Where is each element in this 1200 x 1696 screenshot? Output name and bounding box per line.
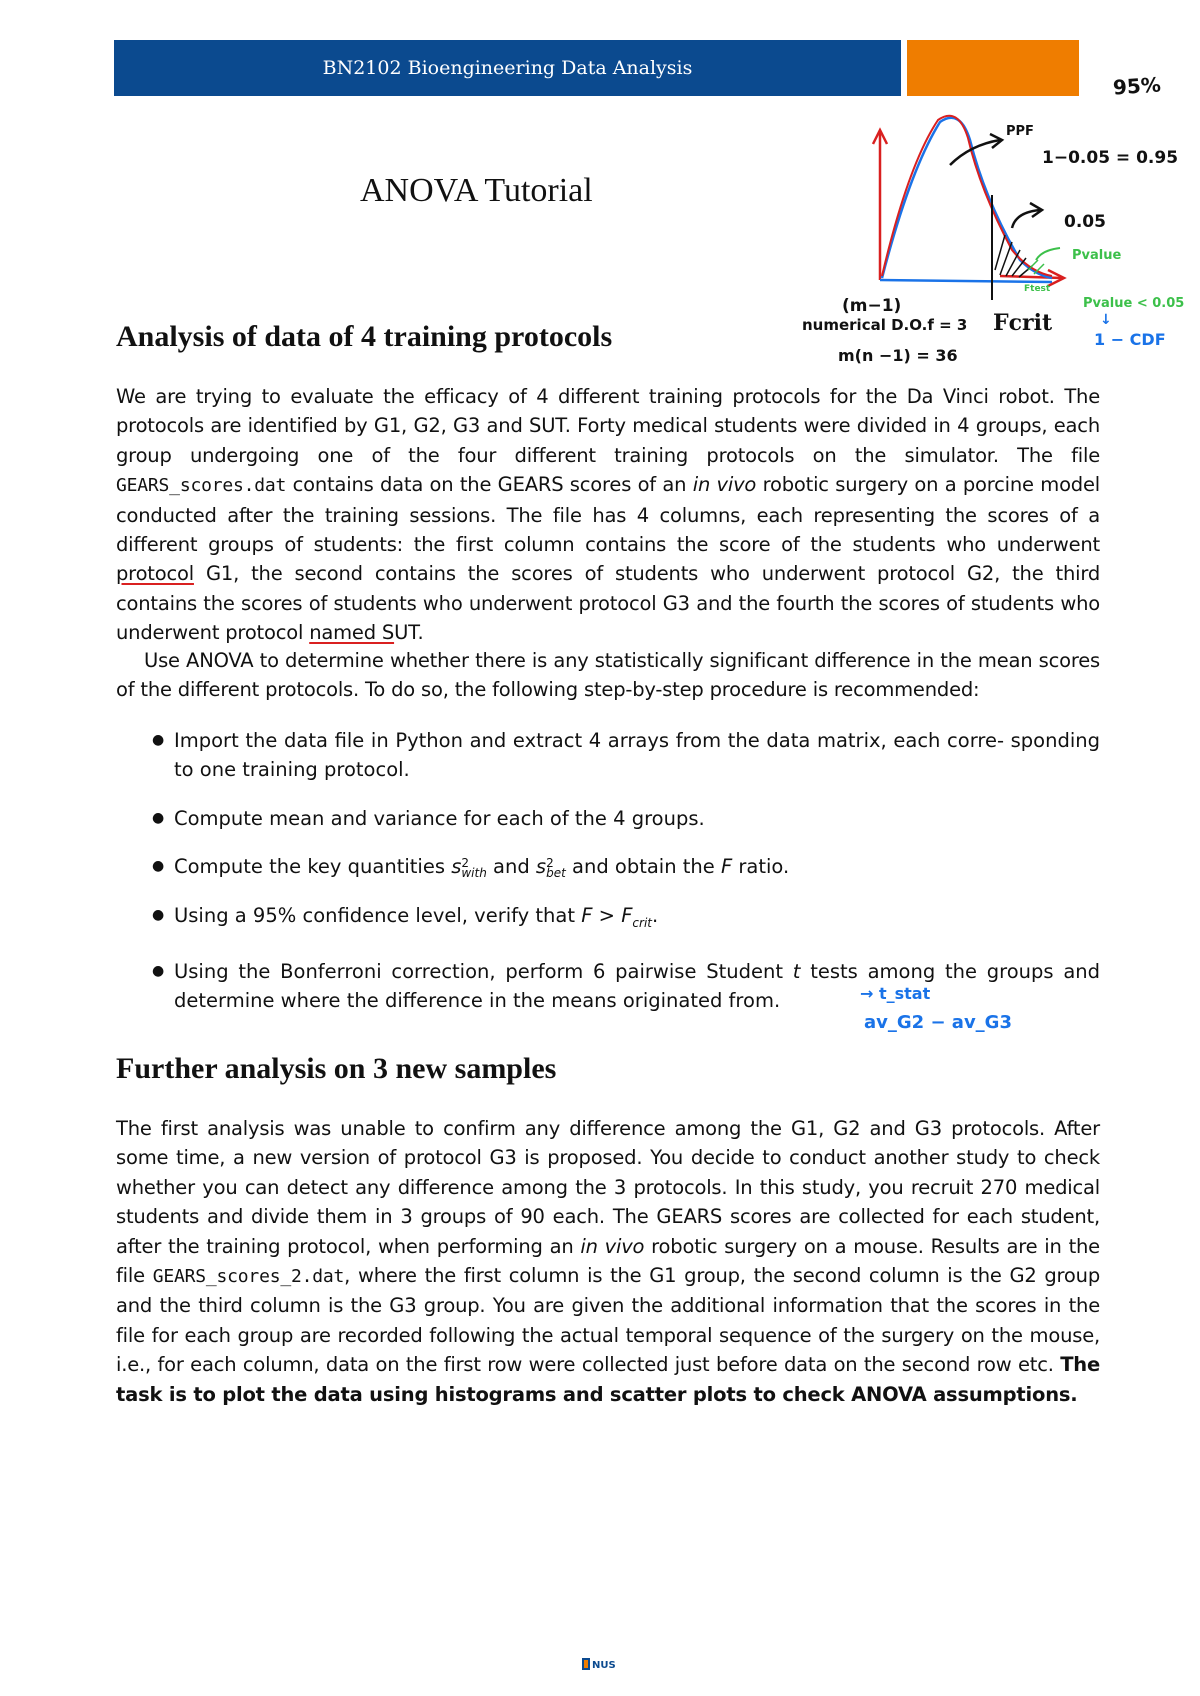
section1-paragraph-intro: We are trying to evaluate the efficacy of 4 different training protocols for the Da Vinci robot. The protocols are identified by G1, G2, G3 and SUT. Forty medical students were divided in 4 groups, each group undergoing one of the four different training protocols on the simulator. The file GEARS_scores.dat contains data on the GEARS scores of an in vivo robotic surgery on a porcine model conducted after the training sessions. The file has 4 columns, each representing the scores of a different groups of students: the first column contains the score of the students who underwent protocol G1, the second contains the scores of students who underwent protocol G2, the third contains the scores of students who underwent protocol G3 and the fourth the scores of students who underwent protocol named SUT. <box>116 385 1100 645</box>
annotation-numerical-dof: numerical D.O.f = 3 <box>802 316 968 334</box>
annotation-m-minus-1: (m−1) <box>842 296 902 316</box>
underlined-named: named S <box>309 621 395 645</box>
annotation-pvalue-less: Pvalue < 0.05 <box>1083 296 1185 311</box>
annotation-95-percent: 95% <box>1112 72 1162 100</box>
procedure-steps-list <box>116 726 1100 1016</box>
section2-paragraph: The first analysis was unable to confirm any difference among the G1, G2 and G3 protocols. After some time, a new version of protocol G3 is proposed. You decide to conduct another study to check whether you can detect any difference among the 3 protocols. In this study, you recruit 270 medical students and divide them in 3 groups of 90 each. The GEARS scores are collected for each student, after the training protocol, when performing an in vivo robotic surgery on a mouse. Results are in the file GEARS_scores_2.dat, where the first column is the G1 group, the second column is the G2 group and the third column is the G3 group. You are given the additional information that the scores in the file for each group are recorded following the actual temporal sequence of the surgery on the mouse, i.e., for each column, data on the first row were collected just before data on the second row etc. The task is to plot the data using histograms and scatter plots to check ANOVA assumptions. <box>116 1117 1100 1406</box>
svg-text:NUS: NUS <box>592 1660 616 1671</box>
section-heading-further-analysis: Further analysis on 3 new samples <box>116 1052 557 1085</box>
annotation-t-stat: → t_stat <box>860 984 931 1003</box>
list-item: ● Import the data file in Python and extract 4 arrays from the data matrix, each corre- sponding to one training protocol. <box>152 729 1100 782</box>
list-item: ● Compute mean and variance for each of the 4 groups. <box>152 806 705 830</box>
section1-paragraph-procedure: Use ANOVA to determine whether there is any statistically significant difference in the mean scores of the different protocols. To do so, the following step-by-step procedure is recommended: <box>116 649 1100 702</box>
annotation-ppf: PPF <box>1006 124 1034 139</box>
course-title: BN2102 Bioengineering Data Analysis <box>322 57 693 79</box>
annotation-ftest: Ftest <box>1024 284 1051 294</box>
filename-gears-scores-2: GEARS_scores_2.dat <box>152 1266 345 1288</box>
list-item: ● Using the Bonferroni correction, perform 6 pairwise Student t tests among the groups and determine where the difference in the means originated from. <box>152 959 1101 1013</box>
annotation-one-minus-cdf: 1 − CDF <box>1094 330 1166 349</box>
filename-gears-scores: GEARS_scores.dat <box>116 475 287 497</box>
annotation-denominator-dof: m(n −1) = 36 <box>838 346 958 365</box>
annotation-av-difference: av_G2 − av_G3 <box>864 1012 1012 1033</box>
section-heading-analysis: Analysis of data of 4 training protocols <box>116 320 613 353</box>
annotation-fcrit: Fcrit <box>993 310 1053 336</box>
annotation-pvalue: Pvalue <box>1072 248 1122 263</box>
nus-logo-icon <box>582 1654 618 1676</box>
annotation-one-minus-alpha: 1−0.05 = 0.95 <box>1042 148 1179 168</box>
annotation-alpha: 0.05 <box>1064 212 1106 232</box>
list-item: ● Using a 95% confidence level, verify that $F > F_{crit}$. <box>152 903 659 930</box>
header-accent-block <box>907 40 1079 96</box>
annotation-down-arrow: ↓ <box>1100 312 1112 328</box>
list-item: ● Compute the key quantities s 2 with and s 2 bet and obtain the F ratio. <box>152 855 790 880</box>
page-title: ANOVA Tutorial <box>360 172 593 209</box>
underlined-protocol: protocol <box>116 562 194 586</box>
f-distribution-sketch <box>790 110 1090 310</box>
